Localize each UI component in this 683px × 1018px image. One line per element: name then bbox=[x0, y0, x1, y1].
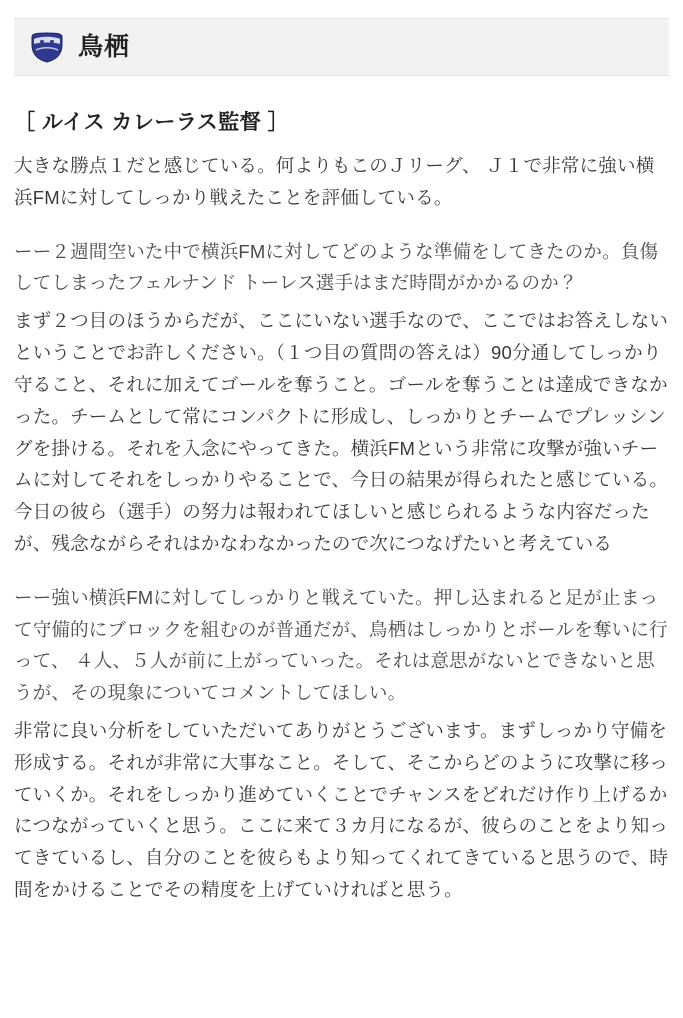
article-content bbox=[0, 106, 683, 906]
answer-paragraph: 大きな勝点１だと感じている。何よりもこのＪリーグ、 Ｊ１で非常に強い横浜FMに対してしっかり戦えたことを評価している。 bbox=[14, 155, 655, 208]
club-crest-icon bbox=[30, 30, 64, 64]
question-paragraph: ーー強い横浜FMに対してしっかりと戦えていた。押し込まれると足が止まって守備的にブロックを組むのが普通だが、鳥栖はしっかりとボールを奪いに行って、 ４人、５人が前に上がっていった。それは意思がないとできないと思うが、その現象についてコメントしてほしい。 bbox=[14, 586, 668, 704]
answer-paragraph: 非常に良い分析をしていただいてありがとうございます。まずしっかり守備を形成する。それが非常に大事なこと。そして、そこからどのように攻撃に移っていくか。それをしっかり進めていくことでチャンスをどれだけ作り上げるかにつながっていくと思う。ここに来て３カ月になるが、彼らのことをより知ってきているし、自分のことを彼らもより知ってくれてきていると思うので、時間をかけることでその精度を上げていければと思う。 bbox=[14, 720, 669, 901]
question-paragraph: ーー２週間空いた中で横浜FMに対してどのような準備をしてきたのか。負傷してしまったフェルナンド トーレス選手はまだ時間がかかるのか？ bbox=[14, 240, 659, 294]
speaker-name: ［ ルイス カレーラス監督 ］ bbox=[14, 111, 290, 134]
article-page bbox=[0, 18, 683, 906]
team-header bbox=[14, 18, 669, 76]
answer-paragraph: まず２つ目のほうからだが、ここにいない選手なので、ここではお答えしないということでお許しください。（１つ目の質問の答えは）90分通してしっかり守ること、それに加えてゴールを奪うこと。ゴールを奪うことは達成できなかった。チームとして常にコンパクトに形成し、しっかりとチームでプレッシングを掛ける。それを入念にやってきた。横浜FMという非常に攻撃が強いチームに対してそれをしっかりやることで、今日の結果が得られたと感じている。今日の彼ら（選手）の努力は報われてほしいと感じられるような内容だったが、残念ながらそれはかなわなかったので次につなげたいと考えている bbox=[14, 310, 669, 554]
team-name: 鳥栖 bbox=[78, 32, 131, 61]
